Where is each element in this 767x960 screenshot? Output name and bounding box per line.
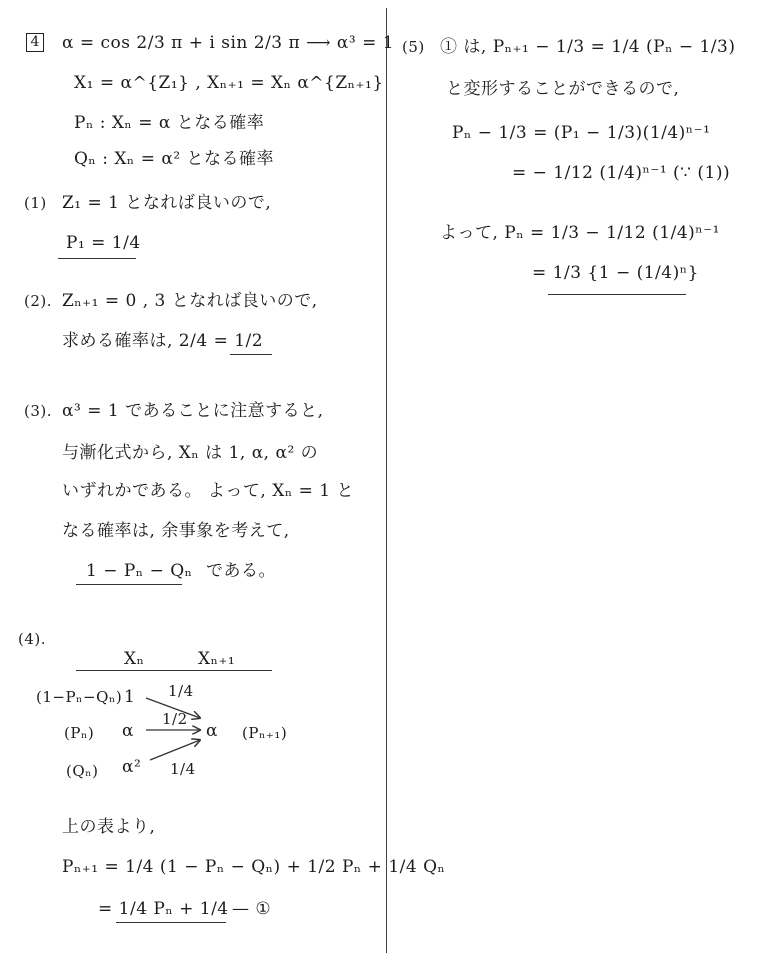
row1-prob: (1−Pₙ−Qₙ) bbox=[36, 688, 123, 706]
row3-prob: (Qₙ) bbox=[66, 762, 99, 780]
part5-line-4: = − 1/12 (1/4)ⁿ⁻¹ (∵ (1)) bbox=[512, 163, 731, 183]
part2-label: (2). bbox=[24, 292, 53, 310]
part5-line-5: よって, Pₙ = 1/3 − 1/12 (1/4)ⁿ⁻¹ bbox=[440, 223, 720, 243]
recurrence-eq-1: Pₙ₊₁ = 1/4 (1 − Pₙ − Qₙ) + 1/2 Pₙ + 1/4 Qₙ bbox=[62, 857, 446, 877]
part2-text: Zₙ₊₁ = 0 , 3 となれば良いので, bbox=[62, 291, 318, 311]
part1-answer: P₁ = 1/4 bbox=[66, 233, 141, 253]
arrow-1-to-alpha bbox=[146, 698, 200, 718]
arrow-alpha2-to-alpha bbox=[150, 740, 200, 760]
part3-line-3: いずれかである。 よって, Xₙ = 1 と bbox=[62, 481, 354, 501]
part5-answer: = 1/3 {1 − (1/4)ⁿ} bbox=[532, 263, 699, 283]
row2-transition: 1/2 bbox=[162, 710, 188, 728]
part1-label: (1) bbox=[24, 194, 47, 212]
row3-value: α² bbox=[122, 757, 142, 777]
part3-line-2: 与漸化式から, Xₙ は 1, α, α² の bbox=[62, 443, 319, 463]
part1-text: Z₁ = 1 となれば良いので, bbox=[62, 193, 272, 213]
intro-line-4: Qₙ : Xₙ = α² となる確率 bbox=[74, 149, 275, 169]
row2-value: α bbox=[122, 721, 134, 741]
recurrence-eq-2: = 1/4 Pₙ + 1/4 bbox=[98, 899, 229, 919]
part5-label: (5) bbox=[402, 38, 425, 56]
row2-prob: (Pₙ) bbox=[64, 724, 95, 742]
part3-suffix: である。 bbox=[206, 561, 276, 581]
part3-line-4: なる確率は, 余事象を考えて, bbox=[62, 521, 290, 541]
intro-line-1: α = cos 2/3 π + i sin 2/3 π ⟶ α³ = 1 bbox=[62, 33, 395, 53]
intro-line-3: Pₙ : Xₙ = α となる確率 bbox=[74, 113, 265, 133]
part5-line-2: と変形することができるので, bbox=[446, 79, 680, 99]
part4-label: (4). bbox=[18, 630, 47, 648]
from-table-text: 上の表より, bbox=[62, 817, 156, 837]
part3-answer: 1 − Pₙ − Qₙ bbox=[86, 561, 193, 581]
row1-value: 1 bbox=[124, 687, 136, 707]
table-header-xn: Xₙ bbox=[124, 649, 145, 669]
row3-transition: 1/4 bbox=[170, 760, 196, 778]
table-header-xn1: Xₙ₊₁ bbox=[198, 649, 236, 669]
recurrence-eq-tag: — ① bbox=[232, 899, 272, 919]
row1-transition: 1/4 bbox=[168, 682, 194, 700]
problem-number-box: 4 bbox=[26, 33, 44, 52]
target-value: α bbox=[206, 721, 218, 741]
part3-label: (3). bbox=[24, 402, 53, 420]
recurrence-underline bbox=[116, 922, 226, 923]
intro-line-2: X₁ = α^{Z₁} , Xₙ₊₁ = Xₙ α^{Zₙ₊₁} bbox=[74, 73, 384, 93]
part5-answer-underline bbox=[548, 294, 686, 295]
part3-line-1: α³ = 1 であることに注意すると, bbox=[62, 401, 324, 421]
part5-line-3: Pₙ − 1/3 = (P₁ − 1/3)(1/4)ⁿ⁻¹ bbox=[452, 123, 711, 143]
target-prob: (Pₙ₊₁) bbox=[242, 724, 288, 742]
part5-line-1: ① は, Pₙ₊₁ − 1/3 = 1/4 (Pₙ − 1/3) bbox=[440, 37, 736, 57]
part2-answer: 求める確率は, 2/4 = 1/2 bbox=[62, 331, 264, 351]
